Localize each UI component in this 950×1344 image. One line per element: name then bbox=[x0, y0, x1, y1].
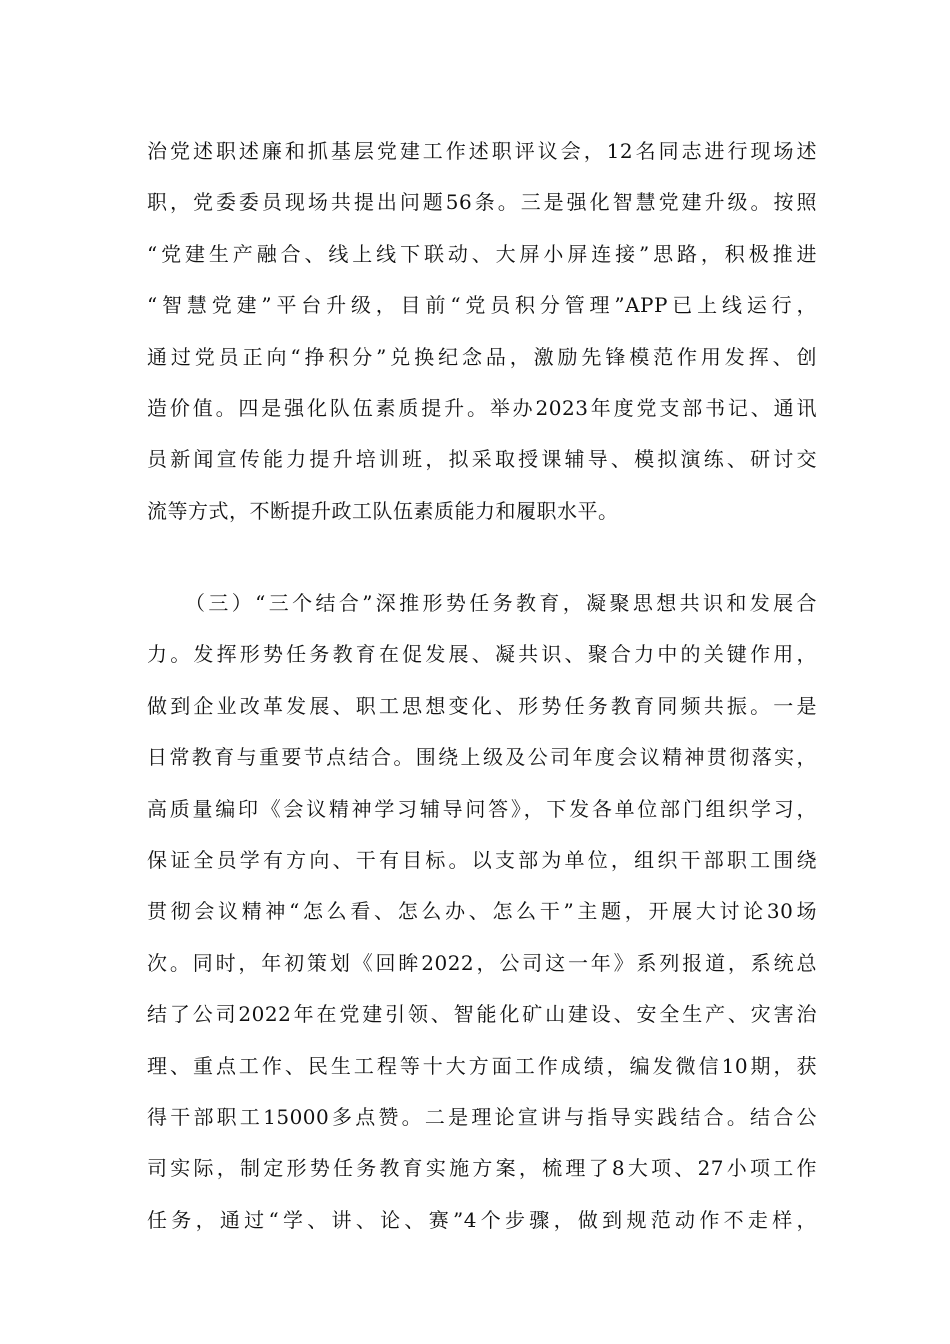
text-line: 任务，通过“学、讲、论、赛”4个步骤，做到规范动作不走样， bbox=[147, 1207, 817, 1232]
text-line: 理、重点工作、民生工程等十大方面工作成绩，编发微信10期，获 bbox=[147, 1053, 817, 1078]
text-line: 贯彻会议精神“怎么看、怎么办、怎么干”主题，开展大讨论30场 bbox=[147, 899, 817, 924]
text-line: 高质量编印《会议精神学习辅导问答》，下发各单位部门组织学习， bbox=[147, 796, 817, 821]
text-line: “党建生产融合、线上线下联动、大屏小屏连接”思路，积极推进 bbox=[147, 241, 817, 266]
text-line: 司实际，制定形势任务教育实施方案，梳理了8大项、27小项工作 bbox=[147, 1156, 817, 1181]
text-line: 保证全员学有方向、干有目标。以支部为单位，组织干部职工围绕 bbox=[147, 847, 817, 872]
text-line: 流等方式，不断提升政工队伍素质能力和履职水平。 bbox=[147, 498, 619, 523]
text-line: 通过党员正向“挣积分”兑换纪念品，激励先锋模范作用发挥、创 bbox=[147, 344, 817, 369]
section-heading-line: （三）“三个结合”深推形势任务教育，凝聚思想共识和发展合 bbox=[185, 591, 817, 615]
text-line: 日常教育与重要节点结合。围绕上级及公司年度会议精神贯彻落实， bbox=[147, 745, 817, 770]
text-line: 结了公司2022年在党建引领、智能化矿山建设、安全生产、灾害治 bbox=[147, 1002, 817, 1027]
text-line: 力。发挥形势任务教育在促发展、凝共识、聚合力中的关键作用， bbox=[147, 642, 817, 667]
text-line: 治党述职述廉和抓基层党建工作述职评议会，12名同志进行现场述 bbox=[147, 139, 817, 163]
text-line: 造价值。四是强化队伍素质提升。举办2023年度党支部书记、通讯 bbox=[147, 395, 817, 420]
text-line: 次。同时，年初策划《回眸2022，公司这一年》系列报道，系统总 bbox=[147, 950, 817, 975]
text-line: 做到企业改革发展、职工思想变化、形势任务教育同频共振。一是 bbox=[147, 693, 817, 718]
text-line: 得干部职工15000多点赞。二是理论宣讲与指导实践结合。结合公 bbox=[147, 1104, 817, 1129]
text-line: 职，党委委员现场共提出问题56条。三是强化智慧党建升级。按照 bbox=[147, 190, 817, 215]
text-line: “智慧党建”平台升级，目前“党员积分管理”APP已上线运行， bbox=[147, 293, 817, 318]
paragraph-party-building bbox=[147, 126, 817, 537]
paragraph-situation-education bbox=[147, 578, 817, 1246]
text-line: 员新闻宣传能力提升培训班，拟采取授课辅导、模拟演练、研讨交 bbox=[147, 447, 817, 472]
